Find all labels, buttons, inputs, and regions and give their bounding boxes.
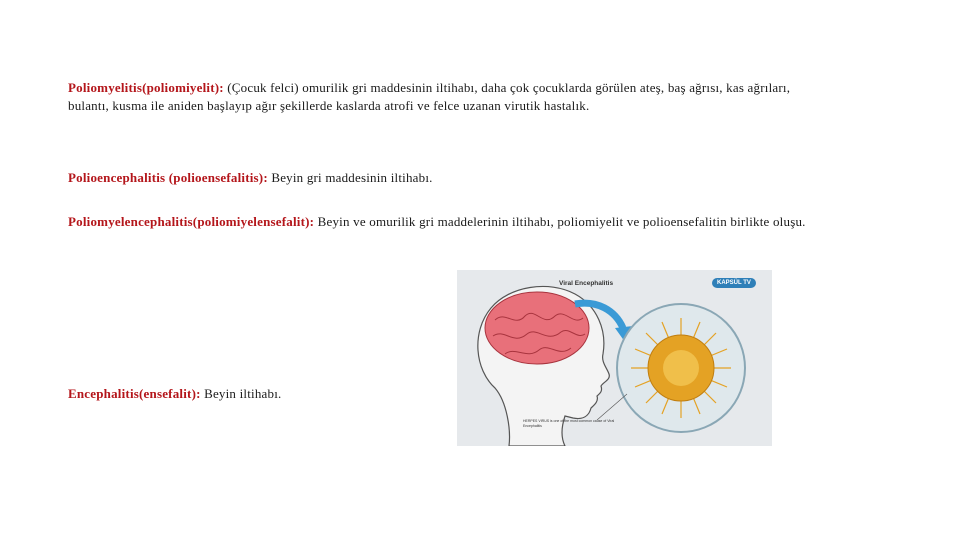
definition-text: (Çocuk felci) omurilik gri maddesinin iltihabı, daha çok çocuklarda görülen ateş, baş ağrısı, kas ağrıları, bulantı, kusma ile aniden başlayıp ağır şekillerde kaslarda atrofi ve felce uzanan virutik hastalık. [68,80,791,113]
caption-pointer [597,394,627,420]
definition-polioencephalitis [68,169,808,187]
definition-text: Beyin ve omurilik gri maddelerinin iltihabı, poliomiyelit ve polioensefalitin birlikte oluşu. [314,214,806,229]
viral-encephalitis-illustration [457,270,772,446]
brand-logo: KAPSÜL TV [712,278,756,288]
definition-poliomyelitis [68,79,808,115]
brain-shape [485,292,589,364]
definition-text: Beyin iltihabı. [200,386,282,401]
definition-encephalitis [68,385,448,403]
figure-title: Viral Encephalitis [559,280,614,287]
definition-poliomyelencephalitis [68,213,858,231]
term-label: Polioencephalitis (polioensefalitis): [68,170,268,185]
term-label: Poliomyelencephalitis(poliomiyelensefalit): [68,214,315,229]
term-label: Poliomyelitis(poliomiyelit): [68,80,224,95]
figure-caption: HERPES VIRUS is one of the most common cause of Viral Encephalitis [523,419,615,428]
virus-center [663,350,699,386]
definition-text: Beyin gri maddesinin iltihabı. [267,170,433,185]
term-label: Encephalitis(ensefalit): [68,386,201,401]
